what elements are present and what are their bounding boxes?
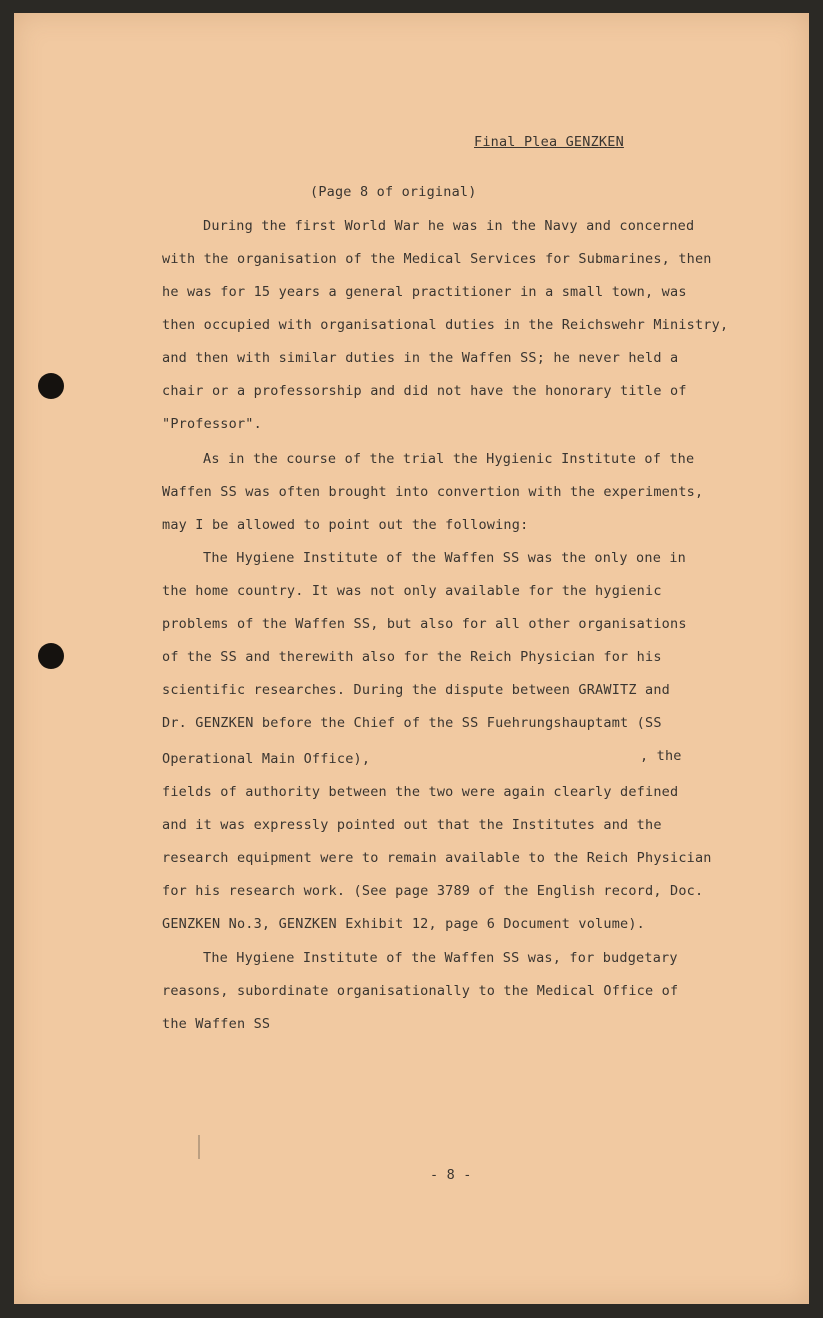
text-line: of the SS and therewith also for the Reich Physician for his — [162, 649, 662, 665]
punch-hole-top — [38, 373, 64, 399]
text-line: GENZKEN No.3, GENZKEN Exhibit 12, page 6 Document volume). — [162, 916, 646, 932]
page-number: - 8 - — [430, 1167, 472, 1183]
text-line: , the — [640, 748, 682, 764]
text-line: may I be allowed to point out the following: — [162, 517, 529, 533]
text-line: with the organisation of the Medical Services for Submarines, then — [162, 251, 712, 267]
punch-hole-bottom — [38, 643, 64, 669]
text-line: research equipment were to remain available to the Reich Physician — [162, 850, 712, 866]
text-line: the Waffen SS — [162, 1016, 271, 1032]
text-line: he was for 15 years a general practitioner in a small town, was — [162, 284, 687, 300]
text-line: As in the course of the trial the Hygienic Institute of the — [203, 451, 695, 467]
document-header: Final Plea GENZKEN — [474, 134, 624, 150]
text-line: During the first World War he was in the Navy and concerned — [203, 218, 695, 234]
text-line: and it was expressly pointed out that the Institutes and the — [162, 817, 662, 833]
document-page — [14, 13, 809, 1304]
text-line: "Professor". — [162, 416, 262, 432]
text-line: Waffen SS was often brought into convertion with the experiments, — [162, 484, 704, 500]
page-note: (Page 8 of original) — [310, 184, 477, 200]
text-line: chair or a professorship and did not have the honorary title of — [162, 383, 687, 399]
text-line: problems of the Waffen SS, but also for all other organisations — [162, 616, 687, 632]
text-line: fields of authority between the two were again clearly defined — [162, 784, 679, 800]
text-line: The Hygiene Institute of the Waffen SS was the only one in — [203, 550, 687, 566]
text-line: Dr. GENZKEN before the Chief of the SS Fuehrungshauptamt (SS — [162, 715, 662, 731]
text-line: the home country. It was not only available for the hygienic — [162, 583, 662, 599]
text-line: reasons, subordinate organisationally to the Medical Office of — [162, 983, 679, 999]
text-line: scientific researches. During the dispute between GRAWITZ and — [162, 682, 670, 698]
text-line: then occupied with organisational duties in the Reichswehr Ministry, — [162, 317, 729, 333]
text-line: for his research work. (See page 3789 of the English record, Doc. — [162, 883, 704, 899]
text-line: The Hygiene Institute of the Waffen SS was, for budgetary — [203, 950, 678, 966]
pencil-mark — [198, 1135, 200, 1159]
text-line: and then with similar duties in the Waffen SS; he never held a — [162, 350, 679, 366]
text-line: Operational Main Office), — [162, 751, 371, 767]
